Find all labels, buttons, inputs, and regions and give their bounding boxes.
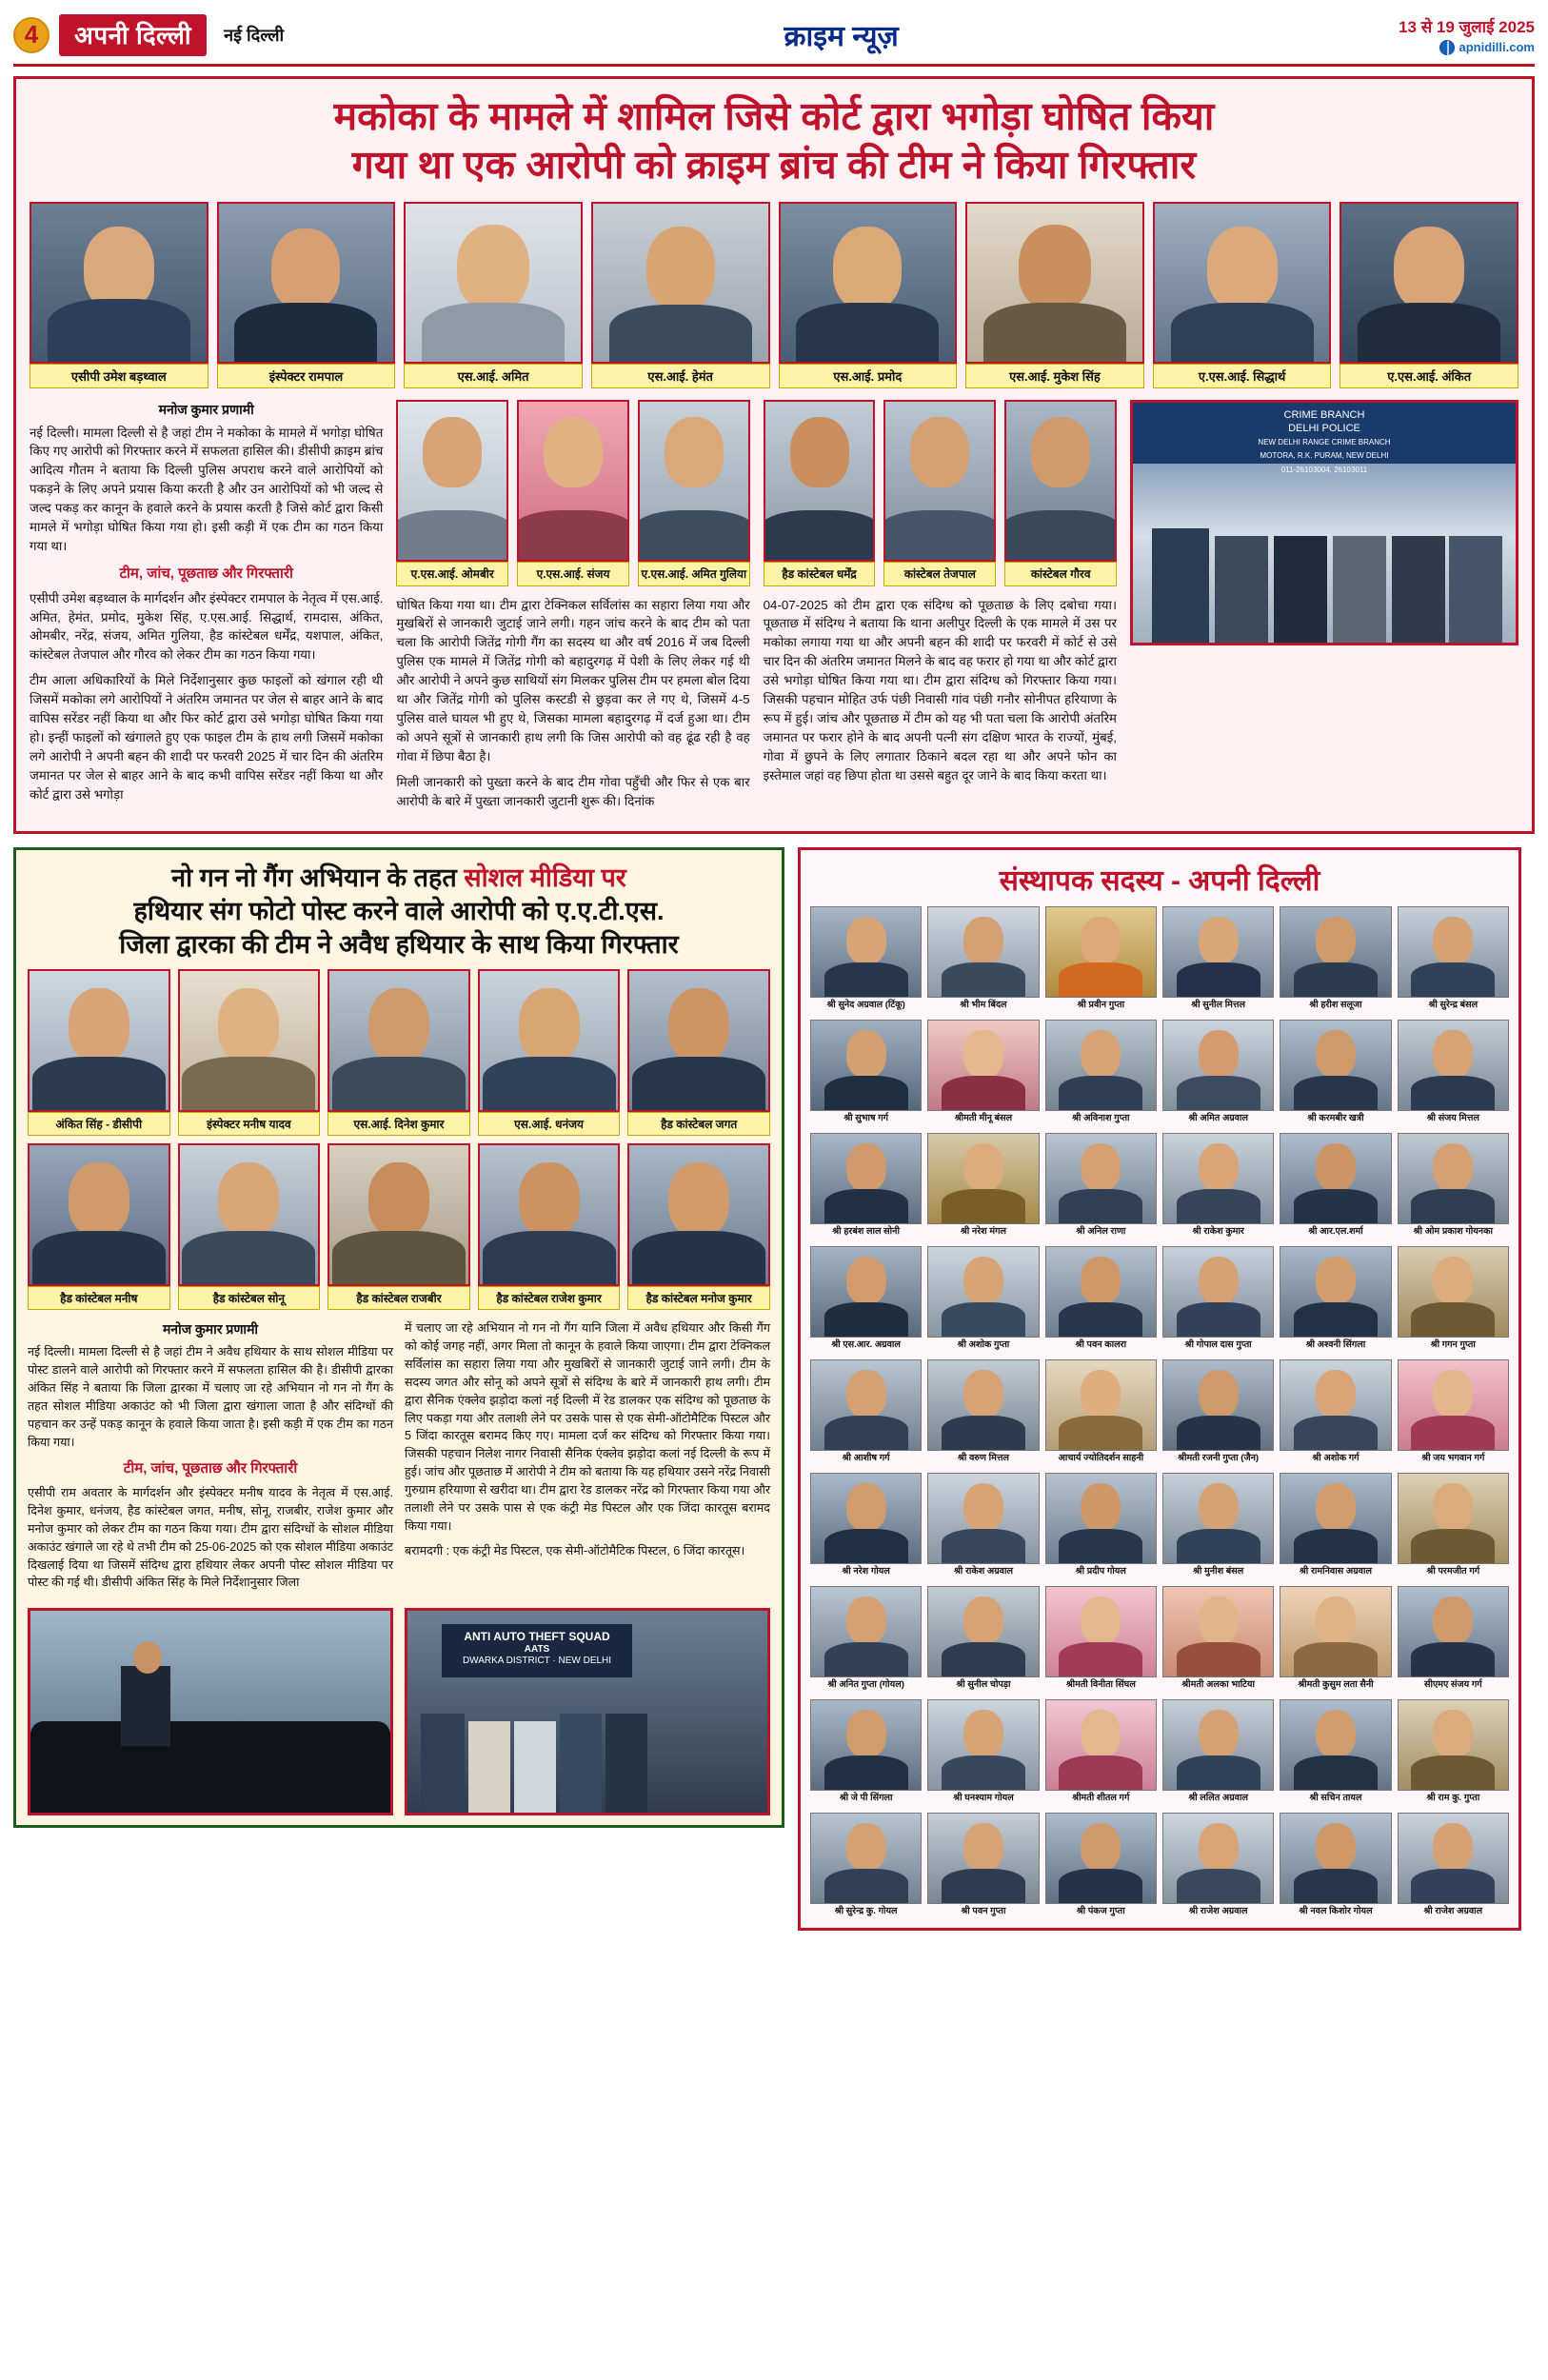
member-name: सीएमए संजय गर्ग [1424, 1679, 1482, 1690]
member-name: श्री सुरेन्द्र कु. गोयल [834, 1906, 898, 1917]
member-name: आचार्य ज्योतिदर्शन साहनी [1058, 1452, 1144, 1463]
officer-photo [478, 969, 621, 1112]
officer-card [478, 969, 621, 1136]
member-name: श्री आर.एल.शर्मा [1308, 1225, 1363, 1237]
story2-headline-line3: जिला द्वारका की टीम ने अवैध हथियार के साथ किया गिरफ्तार [119, 930, 679, 959]
story2-paragraph: नई दिल्ली। मामला दिल्ली से है जहां टीम ने अवैध हथियार के साथ सोशल मीडिया पर पोस्ट डालने वाले आरोपी को गिरफ्तार करने में सफलता हासिल की है। डीसीपी द्वारका अंकित सिंह ने बताया कि जिला द्वारका में चलाए जा रहे अभियान नो गन नो गैंग के तहत सोशल मीडिया अकाउंट को भी जिला द्वारा खंगाला जाता है और संदिग्धों की पहचान कर उन्हें पकड़ कानून के हवाले किया जाता है। इसी कड़ी में एक टीम का गठन किया गया। [28, 1345, 393, 1449]
officer-caption: हैड कांस्टेबल राजेश कुमार [478, 1286, 621, 1310]
officer-photo [638, 400, 750, 562]
member-photo [927, 1020, 1039, 1111]
story2-column-1 [28, 1319, 393, 1598]
member-photo [1045, 1133, 1157, 1224]
brand-logo: अपनी दिल्ली [59, 14, 207, 56]
member-card [927, 1586, 1039, 1694]
member-name: श्री नरेश मंगल [960, 1225, 1006, 1237]
member-photo [1045, 1699, 1157, 1791]
member-name: श्री पंकज गुप्ता [1076, 1906, 1125, 1917]
member-card [1162, 1359, 1274, 1467]
bottom-section [13, 847, 1535, 1931]
officer-caption: ए.एस.आई. अमित गुलिया [638, 562, 750, 586]
member-card [1280, 1020, 1391, 1127]
member-card [1398, 1813, 1509, 1920]
member-card [810, 1813, 922, 1920]
lead-headline [30, 92, 1518, 190]
crime-branch-team-photo: CRIME BRANCH DELHI POLICE NEW DELHI RANGE CRIME BRANCH MOTORA, R.K. PURAM, NEW DELHI 011-26103004, 26103011 [1130, 400, 1518, 645]
story2-column-2 [405, 1319, 770, 1598]
member-name: श्री भीम बिंदल [960, 999, 1007, 1010]
officer-photo [764, 400, 876, 562]
officer-caption: इंस्पेक्टर मनीष यादव [178, 1112, 321, 1136]
lead-subhead: टीम, जांच, पूछताछ और गिरफ्तारी [119, 565, 293, 583]
officer-photo [1340, 202, 1518, 364]
story2-subhead: टीम, जांच, पूछताछ और गिरफ्तारी [123, 1460, 298, 1478]
officer-photo [28, 969, 170, 1112]
member-name: श्री संजय मित्तल [1426, 1112, 1479, 1123]
member-photo [1398, 1133, 1509, 1224]
officer-card [764, 400, 876, 586]
member-card [810, 1246, 922, 1354]
member-card [1280, 1699, 1391, 1807]
member-card [1280, 1246, 1391, 1354]
officer-caption: ए.एस.आई. संजय [517, 562, 629, 586]
officer-caption: एस.आई. मुकेश सिंह [965, 364, 1144, 388]
officer-caption: हैड कांस्टेबल जगत [627, 1112, 770, 1136]
section-title: क्राइम न्यूज़ [784, 21, 899, 52]
member-name: श्रीमती कुसुम लता सैनी [1298, 1679, 1374, 1690]
member-card [1045, 1020, 1157, 1127]
member-name: श्री अविनाश गुप्ता [1072, 1112, 1130, 1123]
member-card [1045, 906, 1157, 1014]
member-name: श्री करमबीर खत्री [1307, 1112, 1364, 1123]
officer-photo [517, 400, 629, 562]
member-photo [927, 1699, 1039, 1791]
lead-paragraph: मिली जानकारी को पुख्ता करने के बाद टीम गोवा पहुँची और फिर से एक बार आरोपी के बारे में पुख्ता जानकारी जुटानी शुरू की। दिनांक [396, 774, 750, 808]
officer-caption: एस.आई. दिनेश कुमार [327, 1112, 470, 1136]
aats-team-photo: ANTI AUTO THEFT SQUAD AATS DWARKA DISTRICT · NEW DELHI [405, 1608, 770, 1815]
member-name: श्री सुभाष गर्ग [843, 1112, 888, 1123]
lead-paragraph: नई दिल्ली। मामला दिल्ली से है जहां टीम ने मकोका के मामले में भगोड़ा घोषित किए गए आरोपी को गिरफ्तार करने में सफलता हासिल की। डीसीपी क्राइम ब्रांच आदित्य गौतम ने बताया कि दिल्ली पुलिस अपराध करने वाले आरोपियों को पकड़ने के लिए अपने प्रयास किया करती है और उन आरोपियों को भी जल्द से जल्द पकड़ कर कानून के हवाले करने के प्रयास करती है जिसे कोर्ट द्वारा किसी मामले में भगोड़ा घोषित किया गया हो। इसी कड़ी में एक टीम का गठन किया गया था। [30, 425, 384, 554]
member-card [1162, 1246, 1274, 1354]
member-name: श्री सुनेद अग्रवाल (टिंकू) [826, 999, 905, 1010]
member-name: श्री नरेश गोयल [842, 1565, 890, 1577]
member-card [1280, 1359, 1391, 1467]
member-card [810, 906, 922, 1014]
member-name: श्रीमती अलका भाटिया [1181, 1679, 1255, 1690]
member-card [1398, 1473, 1509, 1580]
member-card [1162, 1699, 1274, 1807]
officer-card [28, 1143, 170, 1310]
member-photo [1162, 1133, 1274, 1224]
story2-bottom-photos [28, 1608, 770, 1815]
byline: मनोज कुमार प्रणामी [158, 401, 254, 417]
issue-date: 13 से 19 जुलाई 2025 [1399, 17, 1535, 36]
member-card [1280, 1473, 1391, 1580]
officer-card [1004, 400, 1117, 586]
officer-card [1340, 202, 1518, 388]
member-card [1045, 1699, 1157, 1807]
story2-photo-row-1 [28, 969, 770, 1136]
member-name: श्री सुरेन्द्र बंसल [1428, 999, 1479, 1010]
officer-caption: अंकित सिंह - डीसीपी [28, 1112, 170, 1136]
member-photo [1045, 1246, 1157, 1338]
member-photo [810, 1813, 922, 1904]
member-name: श्री गगन गुप्ता [1430, 1339, 1476, 1350]
officer-card [638, 400, 750, 586]
member-photo [927, 1133, 1039, 1224]
member-photo [927, 906, 1039, 998]
member-photo [927, 1813, 1039, 1904]
member-photo [1280, 906, 1391, 998]
member-photo [810, 1699, 922, 1791]
lead-paragraph: घोषित किया गया था। टीम द्वारा टेक्निकल सर्विलांस का सहारा लिया गया और मुखबिरों से जानकारी जुटाई जाने लगी। गहन जांच करने के बाद टीम को पता चला कि आरोपी जितेंद्र गोगी गैंग का सदस्य था और वर्ष 2016 में जब दिल्ली पुलिस एक मामले में जितेंद्र गोगी को बहादुरगढ़ में पेशी के लिए लेकर गई थी और आरोपी ने अपने कुछ साथियों संग मिलकर पुलिस टीम पर हमला बोल दिया था और जितेंद्र गोगी को पुलिस कस्टडी से छुड़वा कर ले गए थे, जिसमें 4-5 पुलिस वाले घायल भी हुए थे, जिसका मामला बहादुरगढ़ में दर्ज हुआ था। टीम को अपने सूत्रों से जानकारी हाथ लगी कि जिस आरोपी को वह ढूंढ रही है वह गोवा में छिपा बैठा है। [396, 597, 750, 764]
member-photo [1398, 1699, 1509, 1791]
story2-body [28, 1319, 770, 1598]
officer-photo [627, 1143, 770, 1286]
officer-card [178, 969, 321, 1136]
member-photo [1280, 1133, 1391, 1224]
member-photo [1280, 1473, 1391, 1564]
member-photo [927, 1359, 1039, 1451]
member-photo [1162, 1359, 1274, 1451]
member-card [1045, 1359, 1157, 1467]
member-photo [927, 1586, 1039, 1677]
officer-photo [965, 202, 1144, 364]
officer-photo [178, 1143, 321, 1286]
officer-photo-row-3 [764, 400, 1117, 586]
byline: मनोज कुमार प्रणामी [162, 1321, 259, 1338]
member-name: श्रीमती शीतल गर्ग [1072, 1793, 1130, 1804]
member-card [1162, 1473, 1274, 1580]
officer-photo [178, 969, 321, 1112]
member-photo [1398, 1359, 1509, 1451]
officer-caption: एस.आई. अमित [404, 364, 583, 388]
member-card [1398, 1586, 1509, 1694]
member-card [1398, 1020, 1509, 1127]
member-name: श्री वरुण मित्तल [958, 1452, 1009, 1463]
lead-headline-line1: मकोका के मामले में शामिल जिसे कोर्ट द्वारा भगोड़ा घोषित किया [333, 94, 1215, 138]
officer-photo [627, 969, 770, 1112]
member-photo [810, 1473, 922, 1564]
lead-column-1 [30, 400, 383, 818]
member-name: श्री पवन गुप्ता [961, 1906, 1006, 1917]
member-name: श्री एस.आर. अग्रवाल [831, 1339, 901, 1350]
officer-photo [28, 1143, 170, 1286]
member-photo [1398, 1813, 1509, 1904]
member-name: श्री नवल किशोर गोयल [1299, 1906, 1373, 1917]
officer-photo [404, 202, 583, 364]
member-name: श्री पवन कालरा [1075, 1339, 1127, 1350]
page-number: 4 [13, 17, 50, 53]
member-photo [1280, 1359, 1391, 1451]
member-name: श्री घनश्याम गोयल [953, 1793, 1014, 1804]
officer-card [217, 202, 396, 388]
website-line [1399, 40, 1535, 55]
member-card [810, 1586, 922, 1694]
officer-photo [591, 202, 770, 364]
member-card [927, 906, 1039, 1014]
story2-photo-row-2 [28, 1143, 770, 1310]
member-card [1045, 1813, 1157, 1920]
member-card [1162, 1813, 1274, 1920]
member-name: श्री हरीश सलूजा [1309, 999, 1362, 1010]
officer-photo [779, 202, 958, 364]
officer-caption: एस.आई. हेमंत [591, 364, 770, 388]
lead-headline-line2: गया था एक आरोपी को क्राइम ब्रांच की टीम ने किया गिरफ्तार [351, 143, 1197, 188]
officer-caption: एसीपी उमेश बड़थ्वाल [30, 364, 208, 388]
officer-photo [396, 400, 508, 562]
member-name: श्री जय भगवान गर्ग [1421, 1452, 1485, 1463]
lead-column-2 [396, 400, 749, 818]
officer-caption: हैड कांस्टेबल मनोज कुमार [627, 1286, 770, 1310]
member-card [1280, 1133, 1391, 1240]
member-name: श्री परमजीत गर्ग [1426, 1565, 1480, 1577]
member-photo [1280, 1246, 1391, 1338]
officer-card [396, 400, 508, 586]
member-photo [927, 1246, 1039, 1338]
member-card [927, 1699, 1039, 1807]
lead-column-4 [1130, 400, 1518, 818]
member-card [810, 1699, 922, 1807]
officer-photo [1153, 202, 1332, 364]
member-photo [1162, 1020, 1274, 1111]
lead-body [30, 400, 1518, 818]
member-name: श्री सुनील चोपड़ा [956, 1679, 1011, 1690]
member-card [1162, 1020, 1274, 1127]
officer-photo-row-1 [30, 202, 1518, 388]
member-name: श्री राजेश अग्रवाल [1423, 1906, 1483, 1917]
member-name: श्री राकेश कुमार [1192, 1225, 1244, 1237]
officer-card [30, 202, 208, 388]
member-name: श्री अश्वनी सिंगला [1305, 1339, 1366, 1350]
officer-photo [883, 400, 996, 562]
member-photo [1162, 1813, 1274, 1904]
officer-photo [30, 202, 208, 364]
member-card [1045, 1246, 1157, 1354]
member-name: श्री रामनिवास अग्रवाल [1300, 1565, 1372, 1577]
member-card [1398, 1359, 1509, 1467]
lead-paragraph: एसीपी उमेश बड़थ्वाल के मार्गदर्शन और इंस्पेक्टर रामपाल के नेतृत्व में एस.आई. अमित, हेमंत, प्रमोद, मुकेश सिंह, ए.एस.आई. सिद्धार्थ, रामदास, अंकित, ओमबीर, नरेंद्र, संजय, अमित गुलिया, हैड कांस्टेबल धर्मेंद्र, यशपाल, अंकित, कांस्टेबल तेजपाल और गौरव को लेकर टीम का गठन किया गया। [30, 590, 384, 663]
story2-headline [28, 862, 770, 962]
officer-caption: कांस्टेबल तेजपाल [883, 562, 996, 586]
lead-paragraph: टीम आला अधिकारियों के मिले निर्देशानुसार कुछ फाइलों को खंगाल रही थी जिसमें मकोका लगे आरोपियों ने अंतरिम जमानत पर जेल से बाहर आने के बाद वापिस सरेंडर नहीं किया था और फिर कोर्ट द्वारा उसे भगोड़ा घोषित किया गया हो। इन्हीं फाइलों को खंगालते हुए एक फाइल टीम के हाथ लगी जिसमें मकोका लगे आरोपी ने अपनी बहन की शादी पर फरवरी 2025 में चार दिन की अंतरिम जमानत पर जेल से बाहर आने के बाद कभी वापिस सरेंडर नहीं किया था और कोर्ट द्वारा उसे भगोड़ा [30, 673, 384, 802]
story-2 [13, 847, 784, 1828]
officer-card [327, 1143, 470, 1310]
member-photo [1162, 906, 1274, 998]
member-photo [1045, 1020, 1157, 1111]
member-name: श्री मुनीश बंसल [1193, 1565, 1244, 1577]
officer-card [627, 1143, 770, 1310]
member-card [927, 1813, 1039, 1920]
story2-headline-pre: नो गन नो गैंग अभियान के तहत [171, 863, 457, 892]
member-name: श्री अनिल राणा [1076, 1225, 1126, 1237]
officer-photo [217, 202, 396, 364]
officer-card [965, 202, 1144, 388]
member-photo [1045, 1813, 1157, 1904]
member-name: श्री ललित अग्रवाल [1188, 1793, 1248, 1804]
member-photo [810, 906, 922, 998]
member-photo [810, 1020, 922, 1111]
officer-card [404, 202, 583, 388]
officer-photo [327, 969, 470, 1112]
member-photo [1280, 1813, 1391, 1904]
member-card [810, 1359, 922, 1467]
officer-card [779, 202, 958, 388]
edition-city: नई दिल्ली [224, 25, 285, 45]
member-name: श्री प्रदीप गोयल [1075, 1565, 1126, 1577]
officer-caption: ए.एस.आई. सिद्धार्थ [1153, 364, 1332, 388]
member-card [1162, 906, 1274, 1014]
member-card [1280, 1586, 1391, 1694]
member-card [1398, 1133, 1509, 1240]
member-photo [1280, 1020, 1391, 1111]
member-card [1398, 1699, 1509, 1807]
member-photo [1045, 1473, 1157, 1564]
member-name: श्री अशोक गर्ग [1312, 1452, 1359, 1463]
member-name: श्री सचिन तायल [1309, 1793, 1362, 1804]
member-name: श्री आशीष गर्ग [842, 1452, 890, 1463]
member-photo [1162, 1586, 1274, 1677]
officer-caption: हैड कांस्टेबल धर्मेंद्र [764, 562, 876, 586]
officer-card [1153, 202, 1332, 388]
officer-card [517, 400, 629, 586]
officer-caption: ए.एस.आई. अंकित [1340, 364, 1518, 388]
member-name: श्री अनित गुप्ता (गोयल) [827, 1679, 904, 1690]
story2-paragraph: में चलाए जा रहे अभियान नो गन नो गैंग यानि जिला में अवैध हथियार और किसी गैंग को कोई जगह नहीं, अगर मिला तो कानून के हवाले किया जाएगा। टीम द्वारा टेक्निकल सर्विलांस का सहारा लिया गया और मुखबिरों से जानकारी जुटाई जाने लगी। टीम के सदस्य जगत और सोनू को अपने सूत्रों से संदिग्ध के बारे में जानकारी हाथ लगी। टीम द्वारा सैनिक एंक्लेव झड़ोदा कलां नई दिल्ली में रेड डालकर एक संदिग्ध को पूछताछ के लिए पकड़ा गया और तलाशी लेने पर उसके पास से एक सेमी-ऑटोमैटिक पिस्टल और 5 जिंदा कारतूस बरामद किए गए। मामला दर्ज कर संदिग्ध को गिरफ्तार किया गया। जिसकी पहचान निलेश नागर निवासी सैनिक एंक्लेव झड़ोदा कलां नई दिल्ली के रूप में हुई। जांच और पूछताछ में आरोपी ने टीम को बताया कि यह हथियार उसने नरेंद्र निवासी गुरुग्राम हरियाणा से खरीदा था। टीम द्वारा रेड डालकर नरेंद्र को गिरफ्तार किया गया और तलाशी लेने पर उसके पास से एक कंट्री मेड पिस्टल और एक जिंदा कारतूस बरामद किया गया। [405, 1321, 770, 1533]
officer-photo-row-2 [396, 400, 749, 586]
members-grid [810, 906, 1509, 1920]
member-name: श्री सुनील मित्तल [1191, 999, 1246, 1010]
member-photo [1398, 1473, 1509, 1564]
lead-paragraph: 04-07-2025 को टीम द्वारा एक संदिग्ध को पूछताछ के लिए दबोचा गया। पूछताछ में संदिग्ध ने बताया कि थाना अलीपुर दिल्ली के एक मामले में उस पर मकोका लगाया गया था और अपनी बहन की शादी पर फरवरी में कोर्ट से उसे चार दिन की अंतरिम जमानत मिलने के बाद वह फरार हो गया था और कोर्ट द्वारा उसे भगोड़ा घोषित किया गया था। टीम द्वारा संदिग्ध को गिरफ्तार किया गया। जिसकी पहचान मोहित उर्फ पंछी निवासी गांव पंछी गनौर सोनीपत हरियाणा के रूप में हुई। जांच और पूछताछ में टीम को यह भी पता चला कि आरोपी अंतरिम जमानत पर फरार होने के बाद अपनी पत्नी संग दक्षिण भारत के राज्यों, मुंबई, गोवा में छुपने के लिए लगातार ठिकाने बदल रहा था और अपने फोन का इस्तेमाल जहां वह छिपा होता था उससे बहुत दूर जाने के बाद किया करता था। [763, 597, 1117, 783]
member-card [927, 1359, 1039, 1467]
member-name: श्री हरबंश लाल सोनी [832, 1225, 900, 1237]
member-name: श्री राजेश अग्रवाल [1188, 1906, 1248, 1917]
story2-headline-line2: हथियार संग फोटो पोस्ट करने वाले आरोपी को ए.ए.टी.एस. [133, 896, 665, 925]
member-name: श्री गोपाल दास गुप्ता [1184, 1339, 1252, 1350]
officer-card [478, 1143, 621, 1310]
officer-caption: कांस्टेबल गौरव [1004, 562, 1117, 586]
globe-icon [1439, 40, 1455, 55]
member-photo [810, 1246, 922, 1338]
member-photo [1162, 1246, 1274, 1338]
member-photo [1280, 1586, 1391, 1677]
member-name: श्री राम कु. गुप्ता [1426, 1793, 1480, 1804]
member-card [1398, 1246, 1509, 1354]
member-card [1045, 1133, 1157, 1240]
member-photo [927, 1473, 1039, 1564]
member-card [927, 1133, 1039, 1240]
member-card [1162, 1586, 1274, 1694]
member-name: श्री जे पी सिंगला [839, 1793, 893, 1804]
accused-photo [28, 1608, 393, 1815]
member-photo [1162, 1473, 1274, 1564]
lead-column-3 [764, 400, 1117, 818]
member-name: श्री अशोक गुप्ता [957, 1339, 1010, 1350]
members-title: संस्थापक सदस्य - अपनी दिल्ली [999, 864, 1320, 897]
officer-caption: ए.एस.आई. ओमबीर [396, 562, 508, 586]
member-card [1280, 1813, 1391, 1920]
member-name: श्रीमती रजनी गुप्ता (जैन) [1178, 1452, 1260, 1463]
officer-caption: हैड कांस्टेबल मनीष [28, 1286, 170, 1310]
member-card [1045, 1473, 1157, 1580]
website-url: apnidilli.com [1459, 40, 1535, 54]
member-card [810, 1020, 922, 1127]
member-card [1045, 1586, 1157, 1694]
member-photo [1045, 906, 1157, 998]
officer-card [883, 400, 996, 586]
member-name: श्रीमती मीनू बंसल [954, 1112, 1013, 1123]
member-photo [1398, 1020, 1509, 1111]
member-photo [1398, 1586, 1509, 1677]
lead-story [13, 76, 1535, 834]
member-photo [1398, 906, 1509, 998]
member-name: श्री राकेश अग्रवाल [954, 1565, 1013, 1577]
member-name: श्री प्रवीन गुप्ता [1077, 999, 1125, 1010]
officer-card [28, 969, 170, 1136]
member-card [1398, 906, 1509, 1014]
member-card [927, 1473, 1039, 1580]
member-name: श्री ओम प्रकाश गोयनका [1413, 1225, 1493, 1237]
officer-photo [327, 1143, 470, 1286]
member-photo [1162, 1699, 1274, 1791]
officer-caption: इंस्पेक्टर रामपाल [217, 364, 396, 388]
member-card [1280, 906, 1391, 1014]
story2-paragraph: एसीपी राम अवतार के मार्गदर्शन और इंस्पेक्टर मनीष यादव के नेतृत्व में एस.आई. दिनेश कुमार, धनंजय, हैड कांस्टेबल जगत, मनीष, सोनू, राजबीर, राजेश कुमार और मनोज कुमार को लेकर टीम का गठन किया गया। टीम द्वारा संदिग्धों के सोशल मीडिया अकाउंट खंगाले जा रहे थे तभी टीम को 25-06-2025 को एक सोशल मीडिया अकाउंट दिखलाई दिया था जिसमें संदिग्ध द्वारा हथियार लेकर अपनी पोस्ट सोशल मीडिया पर पोस्ट की गई थी। डीसीपी अंकित सिंह के मिले निर्देशानुसार जिला [28, 1485, 393, 1590]
officer-caption: हैड कांस्टेबल सोनू [178, 1286, 321, 1310]
member-photo [810, 1359, 922, 1451]
member-photo [810, 1586, 922, 1677]
officer-photo [1004, 400, 1117, 562]
officer-caption: हैड कांस्टेबल राजबीर [327, 1286, 470, 1310]
officer-card [327, 969, 470, 1136]
member-card [927, 1246, 1039, 1354]
member-photo [1280, 1699, 1391, 1791]
member-photo [1398, 1246, 1509, 1338]
officer-card [591, 202, 770, 388]
member-name: श्री अमित अग्रवाल [1188, 1112, 1249, 1123]
officer-caption: एस.आई. प्रमोद [779, 364, 958, 388]
officer-card [627, 969, 770, 1136]
member-photo [1045, 1586, 1157, 1677]
officer-card [178, 1143, 321, 1310]
member-card [1162, 1133, 1274, 1240]
founder-members-panel [798, 847, 1521, 1931]
masthead-right [1399, 15, 1535, 55]
member-photo [1045, 1359, 1157, 1451]
member-name: श्रीमती विनीता सिंघल [1065, 1679, 1136, 1690]
masthead [13, 11, 1535, 67]
member-card [927, 1020, 1039, 1127]
story2-headline-red: सोशल मीडिया पर [464, 863, 626, 892]
masthead-left [13, 14, 284, 56]
story2-paragraph: बरामदगी : एक कंट्री मेड पिस्टल, एक सेमी-ऑटोमैटिक पिस्टल, 6 जिंदा कारतूस। [405, 1543, 745, 1557]
member-photo [810, 1133, 922, 1224]
officer-photo [478, 1143, 621, 1286]
member-card [810, 1473, 922, 1580]
officer-caption: एस.आई. धनंजय [478, 1112, 621, 1136]
member-card [810, 1133, 922, 1240]
